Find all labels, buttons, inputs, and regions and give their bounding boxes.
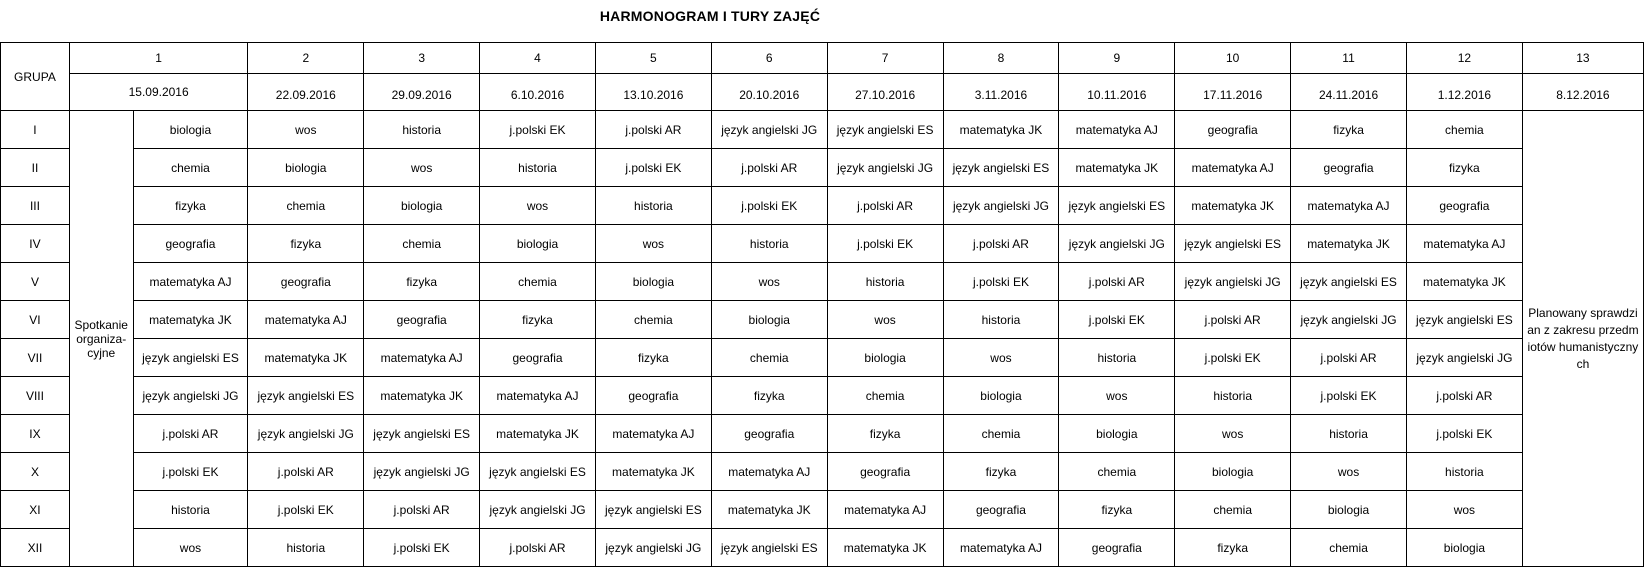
document-title: HARMONOGRAM I TURY ZAJĘĆ [599, 8, 821, 24]
subject-cell: język angielski JG [1291, 301, 1407, 339]
meeting-date: 3.11.2016 [943, 74, 1059, 111]
subject-cell: historia [364, 111, 480, 149]
subject-cell: język angielski ES [133, 339, 248, 377]
group-row [1, 149, 1644, 187]
subject-cell: chemia [827, 377, 943, 415]
planned-test-note: Planowany sprawdzian z zakresu przedmiotów humanistycznych [1522, 111, 1643, 567]
subject-cell: język angielski JG [133, 377, 248, 415]
group-row [1, 453, 1644, 491]
subject-cell: geografia [1059, 529, 1175, 567]
subject-cell: matematyka JK [943, 111, 1059, 149]
subject-cell: fizyka [1175, 529, 1291, 567]
subject-cell: wos [480, 187, 596, 225]
subject-cell: chemia [364, 225, 480, 263]
meeting-date: 17.11.2016 [1175, 74, 1291, 111]
subject-cell: matematyka AJ [1291, 187, 1407, 225]
subject-cell: matematyka JK [1291, 225, 1407, 263]
subject-cell: matematyka JK [1406, 263, 1522, 301]
meeting-number: 7 [827, 43, 943, 74]
subject-cell: geografia [480, 339, 596, 377]
subject-cell: historia [1291, 415, 1407, 453]
group-name: II [1, 149, 70, 187]
subject-cell: matematyka AJ [827, 491, 943, 529]
meeting-number: 10 [1175, 43, 1291, 74]
subject-cell: wos [827, 301, 943, 339]
subject-cell: chemia [133, 149, 248, 187]
meeting-number: 8 [943, 43, 1059, 74]
subject-cell: biologia [480, 225, 596, 263]
subject-cell: język angielski JG [943, 187, 1059, 225]
subject-cell: j.polski AR [364, 491, 480, 529]
subject-cell: j.polski EK [1291, 377, 1407, 415]
group-row [1, 339, 1644, 377]
subject-cell: biologia [248, 149, 364, 187]
subject-cell: wos [1059, 377, 1175, 415]
subject-cell: historia [480, 149, 596, 187]
subject-cell: j.polski AR [1175, 301, 1291, 339]
subject-cell: matematyka AJ [133, 263, 248, 301]
subject-cell: wos [595, 225, 711, 263]
subject-cell: język angielski JG [827, 149, 943, 187]
subject-cell: fizyka [943, 453, 1059, 491]
subject-cell: biologia [827, 339, 943, 377]
subject-cell: język angielski ES [595, 491, 711, 529]
subject-cell: j.polski EK [1175, 339, 1291, 377]
subject-cell: wos [1406, 491, 1522, 529]
meeting-date: 10.11.2016 [1059, 74, 1175, 111]
meeting-date: 22.09.2016 [248, 74, 364, 111]
subject-cell: matematyka JK [364, 377, 480, 415]
meeting-date: 13.10.2016 [595, 74, 711, 111]
subject-cell: j.polski AR [595, 111, 711, 149]
subject-cell: matematyka JK [827, 529, 943, 567]
subject-cell: fizyka [248, 225, 364, 263]
subject-cell: biologia [595, 263, 711, 301]
subject-cell: matematyka AJ [1406, 225, 1522, 263]
subject-cell: historia [1406, 453, 1522, 491]
subject-cell: j.polski AR [133, 415, 248, 453]
subject-cell: j.polski AR [248, 453, 364, 491]
subject-cell: język angielski ES [1291, 263, 1407, 301]
subject-cell: geografia [248, 263, 364, 301]
subject-cell: język angielski ES [480, 453, 596, 491]
group-name: XI [1, 491, 70, 529]
subject-cell: j.polski AR [1406, 377, 1522, 415]
meeting-number: 6 [711, 43, 827, 74]
subject-cell: j.polski EK [248, 491, 364, 529]
subject-cell: chemia [1406, 111, 1522, 149]
organizational-meeting-note: Spotkanie organiza-cyjne [69, 111, 133, 567]
subject-cell: biologia [1175, 453, 1291, 491]
group-name: I [1, 111, 70, 149]
subject-cell: fizyka [1291, 111, 1407, 149]
group-name: IV [1, 225, 70, 263]
subject-cell: j.polski EK [480, 111, 596, 149]
subject-cell: historia [943, 301, 1059, 339]
subject-cell: geografia [1406, 187, 1522, 225]
subject-cell: biologia [711, 301, 827, 339]
meeting-date: 8.12.2016 [1522, 74, 1643, 111]
subject-cell: fizyka [364, 263, 480, 301]
group-row [1, 529, 1644, 567]
subject-cell: matematyka JK [248, 339, 364, 377]
group-row [1, 415, 1644, 453]
meeting-date: 15.09.2016 [69, 74, 247, 111]
subject-cell: biologia [1059, 415, 1175, 453]
group-row [1, 377, 1644, 415]
subject-cell: chemia [1175, 491, 1291, 529]
subject-cell: wos [364, 149, 480, 187]
meeting-number: 9 [1059, 43, 1175, 74]
subject-cell: język angielski JG [364, 453, 480, 491]
subject-cell: język angielski JG [248, 415, 364, 453]
meeting-date: 24.11.2016 [1291, 74, 1407, 111]
meeting-date: 20.10.2016 [711, 74, 827, 111]
subject-cell: biologia [1291, 491, 1407, 529]
subject-cell: język angielski ES [364, 415, 480, 453]
group-row [1, 301, 1644, 339]
subject-cell: matematyka AJ [364, 339, 480, 377]
subject-cell: historia [711, 225, 827, 263]
group-row [1, 187, 1644, 225]
meeting-date: 27.10.2016 [827, 74, 943, 111]
group-name: VII [1, 339, 70, 377]
subject-cell: język angielski ES [1406, 301, 1522, 339]
subject-cell: j.polski EK [711, 187, 827, 225]
subject-cell: fizyka [480, 301, 596, 339]
subject-cell: geografia [827, 453, 943, 491]
subject-cell: j.polski AR [943, 225, 1059, 263]
schedule-body [1, 111, 1644, 567]
subject-cell: chemia [595, 301, 711, 339]
subject-cell: j.polski EK [595, 149, 711, 187]
group-row [1, 111, 1644, 149]
subject-cell: chemia [1291, 529, 1407, 567]
subject-cell: język angielski JG [1175, 263, 1291, 301]
subject-cell: matematyka JK [1059, 149, 1175, 187]
subject-cell: język angielski ES [943, 149, 1059, 187]
meeting-number: 5 [595, 43, 711, 74]
group-name: IX [1, 415, 70, 453]
subject-cell: język angielski JG [1406, 339, 1522, 377]
subject-cell: j.polski EK [133, 453, 248, 491]
subject-cell: j.polski AR [480, 529, 596, 567]
subject-cell: biologia [1406, 529, 1522, 567]
subject-cell: geografia [1175, 111, 1291, 149]
subject-cell: geografia [711, 415, 827, 453]
subject-cell: historia [248, 529, 364, 567]
meeting-date: 29.09.2016 [364, 74, 480, 111]
subject-cell: język angielski ES [1059, 187, 1175, 225]
subject-cell: język angielski JG [480, 491, 596, 529]
subject-cell: język angielski ES [248, 377, 364, 415]
subject-cell: matematyka AJ [595, 415, 711, 453]
group-name: VI [1, 301, 70, 339]
group-row [1, 263, 1644, 301]
subject-cell: geografia [1291, 149, 1407, 187]
subject-cell: fizyka [827, 415, 943, 453]
subject-cell: j.polski AR [711, 149, 827, 187]
subject-cell: historia [595, 187, 711, 225]
subject-cell: chemia [1059, 453, 1175, 491]
subject-cell: matematyka AJ [248, 301, 364, 339]
group-column-header: GRUPA [1, 43, 70, 111]
subject-cell: matematyka AJ [943, 529, 1059, 567]
meeting-number: 11 [1291, 43, 1407, 74]
meeting-number: 13 [1522, 43, 1643, 74]
meeting-number: 3 [364, 43, 480, 74]
meeting-date: 1.12.2016 [1406, 74, 1522, 111]
subject-cell: język angielski ES [1175, 225, 1291, 263]
subject-cell: biologia [364, 187, 480, 225]
subject-cell: chemia [248, 187, 364, 225]
subject-cell: geografia [943, 491, 1059, 529]
subject-cell: matematyka AJ [711, 453, 827, 491]
subject-cell: j.polski EK [364, 529, 480, 567]
subject-cell: fizyka [595, 339, 711, 377]
meeting-number: 1 [69, 43, 247, 74]
subject-cell: wos [943, 339, 1059, 377]
subject-cell: matematyka AJ [480, 377, 596, 415]
subject-cell: j.polski AR [827, 187, 943, 225]
subject-cell: geografia [595, 377, 711, 415]
subject-cell: matematyka JK [711, 491, 827, 529]
group-name: XII [1, 529, 70, 567]
subject-cell: j.polski AR [1291, 339, 1407, 377]
meeting-date-row [1, 74, 1644, 111]
subject-cell: chemia [943, 415, 1059, 453]
subject-cell: j.polski AR [1059, 263, 1175, 301]
subject-cell: język angielski JG [1059, 225, 1175, 263]
subject-cell: j.polski EK [1406, 415, 1522, 453]
meeting-number: 2 [248, 43, 364, 74]
subject-cell: wos [1291, 453, 1407, 491]
group-row [1, 491, 1644, 529]
subject-cell: fizyka [711, 377, 827, 415]
subject-cell: wos [711, 263, 827, 301]
group-name: V [1, 263, 70, 301]
group-name: VIII [1, 377, 70, 415]
subject-cell: j.polski EK [827, 225, 943, 263]
subject-cell: historia [1059, 339, 1175, 377]
subject-cell: biologia [943, 377, 1059, 415]
subject-cell: geografia [364, 301, 480, 339]
subject-cell: język angielski ES [827, 111, 943, 149]
subject-cell: biologia [133, 111, 248, 149]
meeting-number: 12 [1406, 43, 1522, 74]
subject-cell: wos [133, 529, 248, 567]
subject-cell: język angielski JG [595, 529, 711, 567]
subject-cell: matematyka JK [1175, 187, 1291, 225]
subject-cell: j.polski EK [1059, 301, 1175, 339]
subject-cell: matematyka JK [595, 453, 711, 491]
subject-cell: matematyka AJ [1059, 111, 1175, 149]
subject-cell: chemia [480, 263, 596, 301]
subject-cell: historia [1175, 377, 1291, 415]
subject-cell: historia [133, 491, 248, 529]
subject-cell: wos [1175, 415, 1291, 453]
subject-cell: matematyka AJ [1175, 149, 1291, 187]
subject-cell: język angielski ES [711, 529, 827, 567]
meeting-number-row [1, 43, 1644, 74]
subject-cell: fizyka [1059, 491, 1175, 529]
subject-cell: fizyka [133, 187, 248, 225]
subject-cell: matematyka JK [480, 415, 596, 453]
subject-cell: fizyka [1406, 149, 1522, 187]
meeting-date: 6.10.2016 [480, 74, 596, 111]
schedule-table [0, 42, 1644, 567]
subject-cell: wos [248, 111, 364, 149]
subject-cell: chemia [711, 339, 827, 377]
meeting-number: 4 [480, 43, 596, 74]
subject-cell: historia [827, 263, 943, 301]
group-row [1, 225, 1644, 263]
group-name: X [1, 453, 70, 491]
subject-cell: matematyka JK [133, 301, 248, 339]
subject-cell: geografia [133, 225, 248, 263]
subject-cell: język angielski JG [711, 111, 827, 149]
subject-cell: j.polski EK [943, 263, 1059, 301]
group-name: III [1, 187, 70, 225]
